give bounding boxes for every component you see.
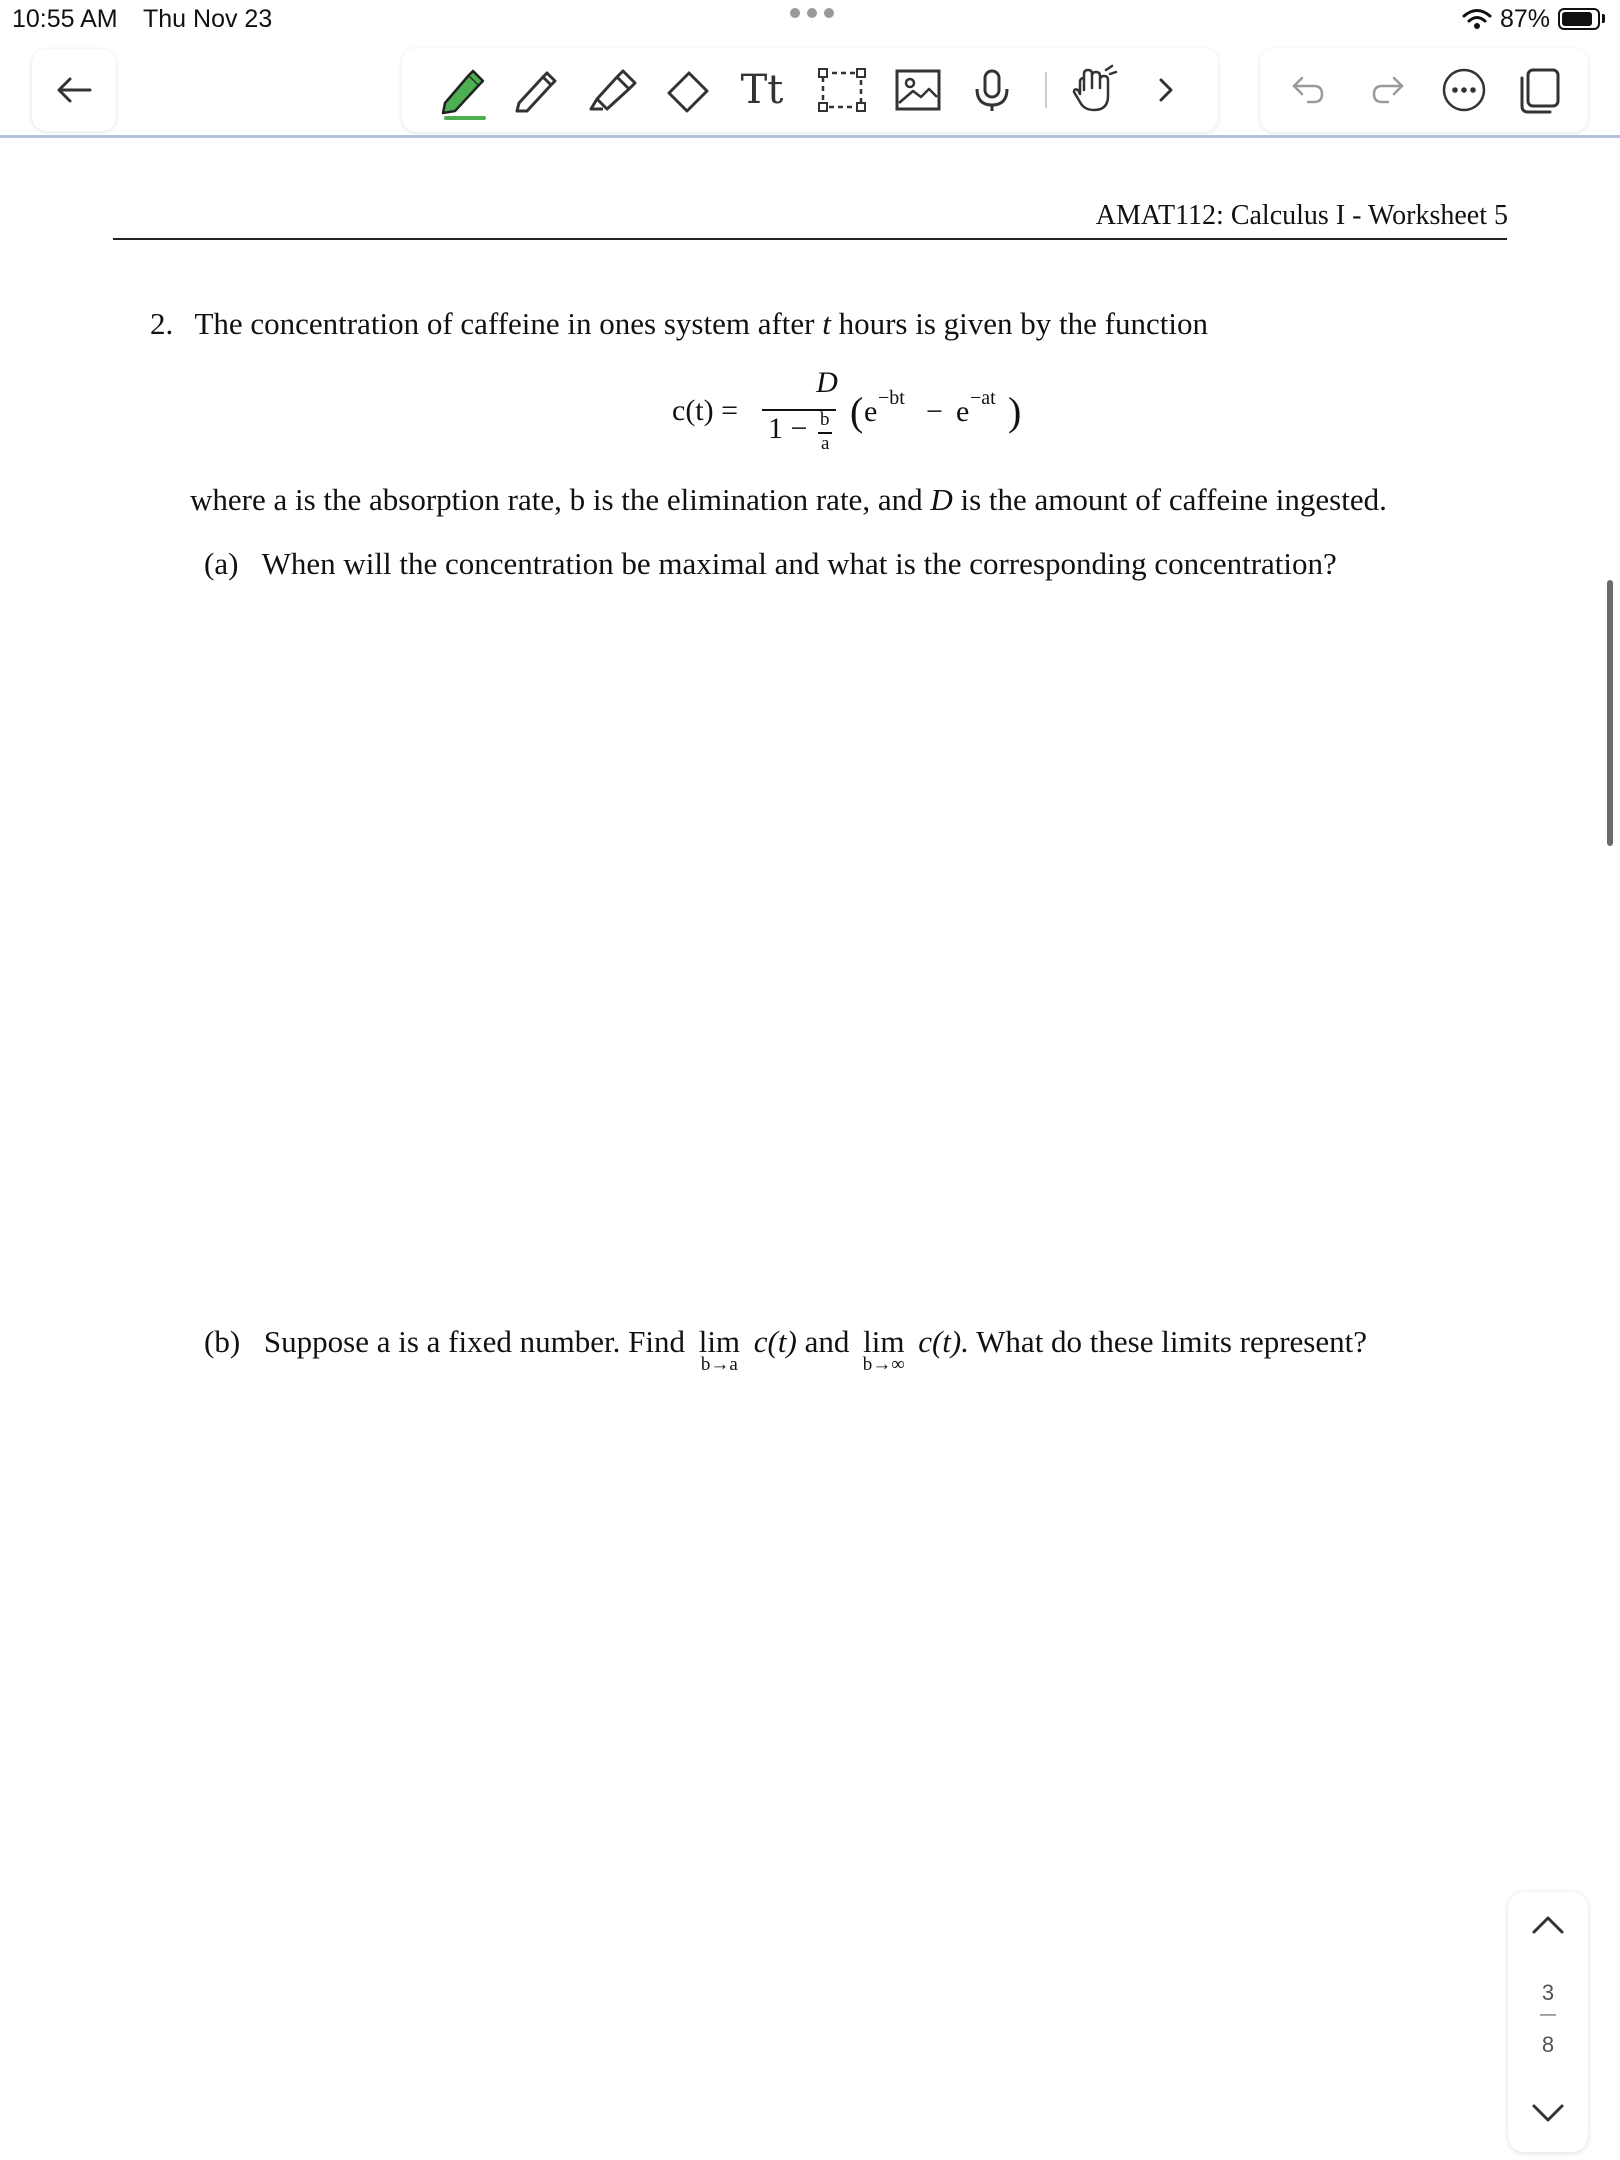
status-bar [0, 0, 1620, 40]
pen-icon [435, 63, 489, 117]
highlighter-icon [587, 65, 637, 115]
undo-button[interactable] [1278, 60, 1338, 120]
limit-2 [862, 1324, 905, 1375]
total-pages: 8 [1541, 2032, 1555, 2057]
action-toolbar [1260, 48, 1588, 132]
formula-term1-exp: −bt [878, 387, 905, 409]
battery-nub [1602, 14, 1605, 23]
problem-text-2: hours is given by the function [838, 306, 1208, 341]
microphone-icon [967, 65, 1017, 115]
problem-text-1: The concentration of caffeine in ones system after [194, 306, 815, 341]
pages-button[interactable] [1510, 60, 1570, 120]
chevron-up-icon[interactable] [1530, 1914, 1566, 1936]
where-text-2: is the amount of caffeine ingested. [960, 482, 1387, 517]
page-navigator [1508, 1892, 1588, 2152]
multitasking-dots-icon[interactable] [790, 8, 834, 18]
text-icon: Tt [740, 67, 784, 113]
text-tool[interactable] [732, 60, 792, 120]
back-button[interactable] [32, 49, 116, 131]
chevron-right-icon [1151, 75, 1181, 105]
lasso-select-tool[interactable] [812, 60, 872, 120]
battery-icon [1558, 8, 1600, 30]
and-word: and [804, 1324, 850, 1359]
part-a-question [204, 546, 1337, 582]
redo-button[interactable] [1358, 60, 1418, 120]
status-date: Thu Nov 23 [143, 5, 273, 33]
part-a-label: (a) [204, 546, 239, 581]
toolbar-divider-line [0, 135, 1620, 138]
arrow-left-icon [54, 75, 94, 105]
formula-denom-one: 1 − [768, 412, 808, 445]
wifi-icon [1462, 8, 1492, 30]
eraser-icon [663, 65, 713, 115]
more-button[interactable] [1434, 60, 1494, 120]
hand-pointer-icon [1068, 64, 1120, 116]
limit-2-expr: c(t). [918, 1324, 969, 1359]
chevron-down-icon[interactable] [1530, 2102, 1566, 2124]
formula-paren-open: ( [850, 389, 864, 434]
formula-term1-base: e [864, 395, 878, 428]
undo-icon [1288, 70, 1328, 110]
microphone-tool[interactable] [962, 60, 1022, 120]
limit-1-expr: c(t) [753, 1324, 797, 1359]
part-b-text-1: Suppose a is a fixed number. Find [263, 1324, 685, 1359]
formula-paren-close: ) [1008, 389, 1022, 434]
where-text-1: where a is the absorption rate, b is the elimination rate, and [190, 482, 923, 517]
header-rule [113, 238, 1507, 240]
battery-percent: 87% [1500, 5, 1551, 33]
variable-definitions [190, 482, 1387, 518]
highlighter-tool[interactable] [582, 60, 642, 120]
lasso-select-icon [817, 65, 867, 115]
limit-2-subscript: b→∞ [862, 1354, 905, 1375]
pencil-tool[interactable] [506, 60, 566, 120]
formula-minus: − [926, 395, 943, 428]
problem-var-t: t [822, 306, 831, 341]
limit-1 [698, 1324, 741, 1375]
problem-statement [150, 306, 1208, 342]
more-tools-button[interactable] [1136, 60, 1196, 120]
page-separator: — [1540, 2006, 1556, 2023]
hand-tool[interactable] [1064, 60, 1124, 120]
active-tool-indicator [444, 116, 486, 120]
part-a-text: When will the concentration be maximal and what is the corresponding concentration? [261, 546, 1337, 581]
pen-tool[interactable] [432, 60, 492, 120]
vertical-scrollbar[interactable] [1607, 580, 1613, 846]
part-b-question [204, 1324, 1367, 1375]
problem-number: 2. [150, 306, 174, 341]
limit-1-word: lim [698, 1324, 741, 1359]
more-icon [1440, 66, 1488, 114]
current-page: 3 [1541, 1980, 1555, 2005]
formula-term2-exp: −at [970, 387, 996, 409]
formula-denom-frac-num: b [820, 409, 830, 430]
where-var-d: D [930, 482, 953, 517]
pencil-icon [511, 65, 561, 115]
formula-denom-frac-den: a [821, 433, 830, 454]
image-icon [893, 65, 943, 115]
drawing-toolbar [402, 48, 1218, 132]
status-time: 10:55 AM [12, 5, 118, 33]
redo-icon [1368, 70, 1408, 110]
part-b-label: (b) [204, 1324, 241, 1359]
toolbar-divider [1045, 72, 1047, 108]
limit-1-subscript: b→a [700, 1354, 738, 1375]
part-b-text-2: What do these limits represent? [976, 1324, 1367, 1359]
formula-lhs: c(t) = [672, 394, 739, 427]
image-tool[interactable] [888, 60, 948, 120]
formula-term2-base: e [956, 395, 970, 428]
formula-numerator: D [816, 366, 838, 399]
worksheet-header: AMAT112: Calculus I - Worksheet 5 [1095, 200, 1508, 231]
pages-icon [1516, 66, 1564, 114]
eraser-tool[interactable] [658, 60, 718, 120]
limit-2-word: lim [863, 1324, 905, 1359]
